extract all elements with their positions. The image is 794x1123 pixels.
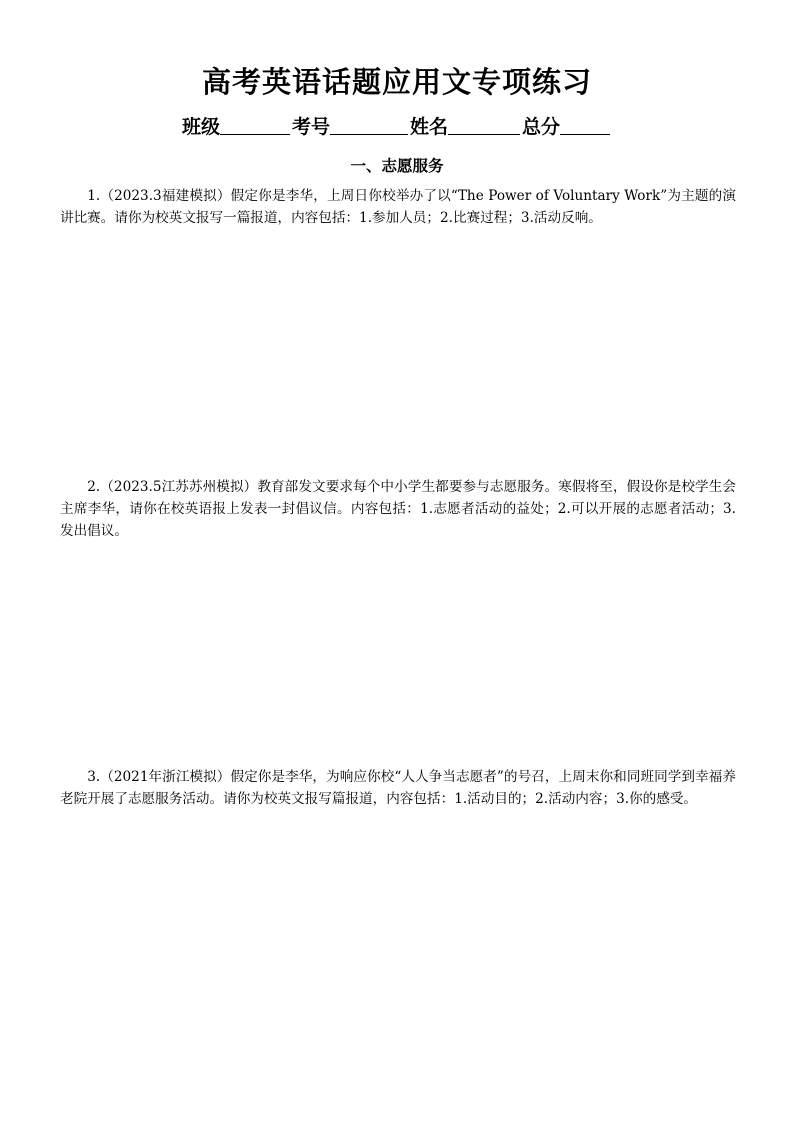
class-blank bbox=[220, 116, 290, 135]
document-title: 高考英语话题应用文专项练习 bbox=[201, 65, 592, 99]
exam-number-label: 考号 bbox=[291, 116, 330, 138]
name-label: 姓名 bbox=[410, 116, 449, 138]
question-3: 3.（2021年浙江模拟）假定你是李华，为响应你校“人人争当志愿者”的号召，上周末你和同班同学到幸福养老院开展了志愿服务活动。请你为校英文报写篇报道，内容包括：1.活动目的；2.活动内容；3.你的感受。 bbox=[60, 769, 736, 807]
question-1: 1.（2023.3福建模拟）假定你是李华，上周日你校举办了以“The Power of Voluntary Work”为主题的演讲比赛。请你为校英文报写一篇报道，内容包括：1.参加人员；2.比赛过程；3.活动反响。 bbox=[60, 188, 736, 226]
name-blank bbox=[448, 116, 520, 135]
score-blank bbox=[560, 116, 610, 135]
section-heading: 一、志愿服务 bbox=[350, 157, 444, 175]
class-label: 班级 bbox=[181, 116, 220, 138]
student-info-line bbox=[0, 112, 794, 139]
exam-number-blank bbox=[330, 116, 408, 135]
question-2: 2.（2023.5江苏苏州模拟）教育部发文要求每个中小学生都要参与志愿服务。寒假将至，假设你是校学生会主席李华，请你在校英语报上发表一封倡议信。内容包括：1.志愿者活动的益处；2.可以开展的志愿者活动；3.发出倡议。 bbox=[60, 479, 736, 539]
score-label: 总分 bbox=[522, 116, 561, 138]
